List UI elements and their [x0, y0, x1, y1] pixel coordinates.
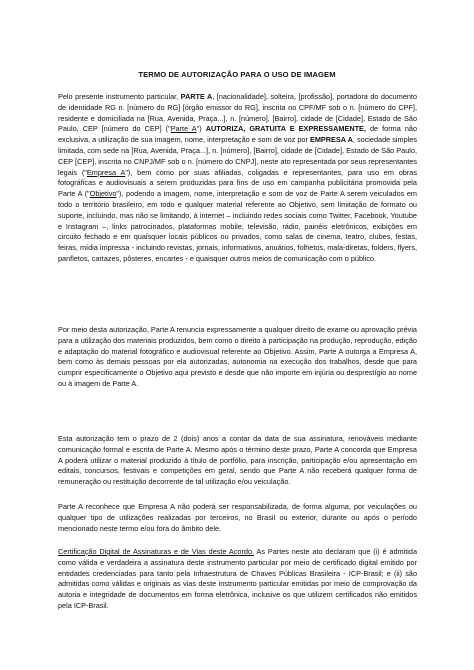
text-span: "), bem como por suas afiliadas, coligadas e representantes, para uso em obras fotográficas e audiovisuais a serem produzidas para fins de uso em campanha publicitária promovida pela Parte A (" — [58, 167, 417, 199]
section-heading-certification: Certificação Digital de Assinaturas e de Vias deste Acordo. — [58, 547, 255, 556]
defined-term-empresa-a: Empresa A — [86, 167, 126, 177]
text-span: , sociedade simples limitada, com sede na [Rua, Avenida, Praça...], n. [número], [Bairro], cidade de [Cidade], Estado de São Paulo, CEP [CEP], inscrita no CNPJ/MF sob o n. [número do CNPJ], neste ato representada por seus representantes legais (" — [58, 135, 418, 177]
paragraph-authorization — [58, 92, 417, 265]
text-span: As Partes neste ato declaram que (i) é admitida como válida e verdadeira a assinatura deste instrumento particular por meio de certificado digital emitido por entidades credenciadas para tanto pela Infraestrutura de Chaves Públicas Brasileira - ICP-Brasil; e (ii) são admitidas como válidas e originais as vias deste instrumento particular emitidas por meio de comprovação da autoria e integridade de documentos em forma eletrônica, inclusive os que utilizem certificados não emitidos pela ICP-Brasil. — [58, 547, 417, 610]
bold-parte-a: PARTE A — [180, 92, 213, 101]
text-span: "), podendo a imagem, nome, interpretação e som de voz de Parte A serem veiculados em todo o território brasileiro, em todo e qualquer material referente ao Objetivo, sem limitação de formato ou suporte, incluindo, mas não se limitando, à internet – incluindo redes sociais como Twitter, Facebook, Youtube e Instagram –, links patrocinados, plataformas mobile, televisão, rádio, painéis eletrônicos, exibições em circuito fechado e em quaisquer locais públicos ou privados, como salas de cinema, teatro, clubes, festas, feiras, mídia impressa - incluindo revistas, jornais, informativos, anuários, folhetos, mala-diretas, folders, flyers, panfletos, cartazes, pôsteres, encartes - e quaisquer outros meios de comunicação com o público. — [58, 189, 417, 263]
paragraph-digital-certification — [58, 547, 417, 612]
paragraph-liability: Parte A reconhece que Empresa A não poderá ser responsabilizada, de forma alguma, por veiculações ou qualquer tipo de utilizações realizadas por terceiros, no Brasil ou exterior, durante ou após o período mencionado neste termo e/ou fora do âmbito dele. — [58, 502, 417, 533]
text-span: de forma não exclusiva, a utilização de sua imagem, nome, interpretação e som de voz por — [58, 124, 418, 145]
defined-term-parte-a: Parte A — [170, 124, 197, 134]
paragraph-term: Esta autorização tem o prazo de 2 (dois) anos a contar da data de sua assinatura, renováveis mediante comunicação formal e escrita de Parte A. Mesmo após o término deste prazo, Parte A concorda que Empresa A poderá utilizar o material produzido à título de portfólio, para inscrição, participação e/ou apresentação em editais, concursos, festivais e competições em geral, sendo que Parte A não receberá qualquer forma de remuneração ou restituição decorrente de tal utilização e/ou veiculação. — [58, 434, 417, 487]
document-title: TERMO DE AUTORIZAÇÃO PARA O USO DE IMAGEM — [138, 70, 336, 79]
paragraph-waiver: Por meio desta autorização, Parte A renuncia expressamente a qualquer direito de exame ou aprovação prévia para a utilização dos materiais produzidos, bem como o direito à participação na produção, reprodução, edição e adaptação do material fotográfico e audiovisual referente ao Objetivo. Assim, Parte A outorga a Empresa A, bem como às demais pessoas por ela autorizadas, autonomia na execução dos trabalhos, desde que para cumprir especificamente o Objetivo aqui previsto e desde que não importe em injúria ou desprestígio ao nome ou à imagem de Parte A. — [58, 325, 417, 388]
bold-autoriza: AUTORIZA, GRATUITA E EXPRESSAMENTE, — [205, 124, 366, 134]
text-span: Pelo presente instrumento particular, — [58, 92, 179, 101]
text-span: ") — [196, 124, 202, 134]
defined-term-objetivo: Objetivo — [89, 189, 117, 199]
bold-empresa-a: EMPRESA A — [309, 135, 353, 145]
text-span: , [nacionalidade], solteira, [profissão], portadora do documento de identidade RG n. [número do RG] [órgão emissor do RG], inscrita no CPF/MF sob o n. [número do CPF], residente e domiciliada na [Rua, Avenida, Praça...], n. [número], [Bairro], cidade de [Cidade], Estado de São Paulo, CEP [número do CEP] (" — [58, 92, 418, 134]
